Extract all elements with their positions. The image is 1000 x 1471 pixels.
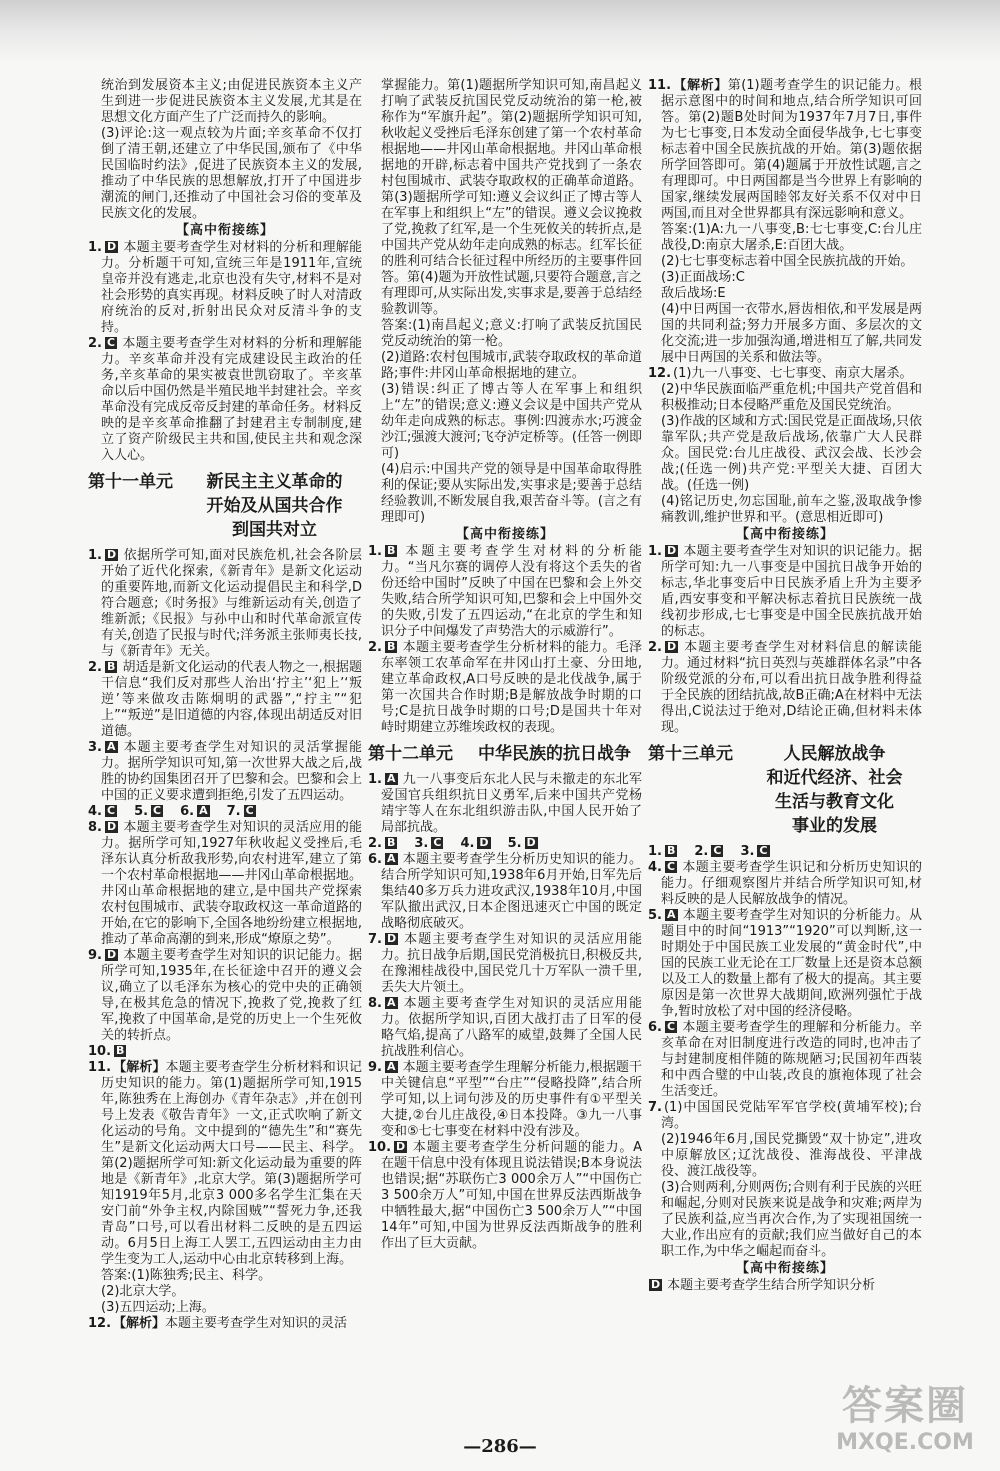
answer-pair <box>414 836 448 851</box>
item-number: 7. <box>226 804 241 819</box>
answer-item <box>648 544 922 640</box>
answer-choice: A <box>199 804 208 817</box>
item-number: 4. <box>460 836 475 851</box>
item-number: 1. <box>368 772 382 787</box>
paragraph: (2)道路:农村包围城市,武装夺取政权的革命道路;事件:井冈山革命根据地的建立。 <box>381 350 642 381</box>
unit-title-line: 中华民族的抗日战争 <box>478 744 631 764</box>
unit-label: 第十一单元 <box>88 472 173 492</box>
item-number: 3. <box>414 836 429 851</box>
unit-title-line: 人民解放战争 <box>783 744 886 764</box>
paragraph: 敌后战场:E <box>661 286 726 301</box>
item-text: 本题主要考查学生对知识的识记能力。据所学可知,1935年,在长征途中召开的遵义会议,确立了以毛泽东为核心的党中央的正确领导,在极其危急的情况下,挽救了党,挽救了红军,挽救了中国革命,是党的历史上一个生死攸关的转折点。 <box>101 948 362 1043</box>
answer-item <box>88 1060 362 1268</box>
answer-item <box>368 1140 642 1252</box>
answer-pair <box>368 836 402 851</box>
paragraph: (3)合则两利,分则两伤;合则有利于民族的兴旺和崛起,分则对民族来说是战争和灾难;两岸为了民族利益,应当再次合作,为了实现祖国统一大业,作出应有的贡献;我们应当做好自己的本职工作,为中华之崛起而奋斗。 <box>661 1180 922 1259</box>
answer-choice: D <box>666 544 677 557</box>
item-text: 本题主要考查学生对知识的灵活应用能力。抗日战争后期,国民党消极抗日,积极反共,在豫湘桂战役中,国民党几十万军队一溃千里,丢失大片领土。 <box>381 932 642 995</box>
answer-item <box>648 366 922 382</box>
analysis-tag: 【解析】 <box>113 1316 166 1331</box>
paragraph: (4)启示:中国共产党的领导是中国革命取得胜利的保证;要从实际出发,实事求是;要善于总结经验教训,不断发展自我,艰苦奋斗等。(言之有理即可) <box>381 462 642 525</box>
answer-item <box>368 852 642 932</box>
section-heading: 【高中衔接练】 <box>735 1261 834 1276</box>
item-number: 2. <box>88 336 102 351</box>
answer-item <box>368 1060 642 1140</box>
answer-pair <box>88 804 122 819</box>
answer-choice: A <box>386 996 396 1009</box>
answer-row <box>368 836 642 852</box>
answer-choice: A <box>386 1060 396 1073</box>
unit-title-line: 和近代经济、社会 <box>766 768 903 788</box>
item-number: 7. <box>648 1100 662 1115</box>
answer-choice: D <box>396 1140 406 1153</box>
item-number: 2. <box>88 660 102 675</box>
answer-choice: C <box>713 844 722 857</box>
answer-item <box>88 1316 362 1332</box>
answer-choice: C <box>759 844 768 857</box>
answer-choice: A <box>386 772 396 785</box>
answer-pair <box>508 836 543 851</box>
item-number: 5. <box>507 836 522 851</box>
section-heading: 【高中衔接练】 <box>455 527 554 542</box>
paragraph: 答案:(1)A:九一八事变,B:七七事变,C:台儿庄战役,D:南京大屠杀,E:百团大战。 <box>661 222 922 253</box>
paragraph: 统治到发展资本主义;由促进民族资本主义产生到进一步促进民族资本主义发展,尤其是在思想文化方面产生了广泛而持久的影响。 <box>101 78 362 125</box>
unit-name <box>467 742 642 766</box>
item-text: 依据所学可知,面对民族危机,社会各阶层开始了近代化探索,《新青年》是新文化运动的重要阵地,而新文化运动提倡民主和科学,D符合题意;《时务报》与维新运动有关,创造了维新派;《民报》与孙中山和时代革命派宣传有关,创造了民报与时代;洋务派主张师夷长技,与《新青年》无关。 <box>101 548 362 659</box>
analysis-tag: 【解析】 <box>673 78 728 93</box>
answer-row <box>648 844 922 860</box>
answer-item <box>648 908 922 1020</box>
text-column-middle <box>368 78 642 1423</box>
item-number: 3. <box>88 740 102 755</box>
answer-choice: D <box>106 548 117 561</box>
answer-item <box>88 740 362 804</box>
item-text: 第(1)题考查学生的识记能力。根据示意图中的时间和地点,结合所学知识可回答。第(2)题B处时间为1937年7月7日,事件为七七事变,日本发动全面侵华战争,七七事变标志着中国全民族抗战的开始。第(3)题依据所学回答即可。第(4)题属于开放性试题,言之有理即可。中日两国都是当今世界上有影响的国家,继续发展两国睦邻友好关系不仅对中日两国,而且对全世界都具有深远影响和意义。 <box>661 78 922 221</box>
answer-choice: C <box>666 1020 676 1033</box>
unit-title <box>88 470 362 542</box>
watermark-logo <box>815 1382 995 1456</box>
answer-choice: D <box>106 820 117 833</box>
answer-item <box>88 948 362 1044</box>
item-text: 本题主要考查学生分析问题的能力。A在题干信息中没有体现且说法错误;B本身说法也错误;据“苏联伤亡3 000余万人”“中国伤亡3 500余万人”可知,中国在世界反法西斯战争中牺牲最大,据“中国伤亡3 500余万人”“中国14年”可知,中国为世界反法西斯战争的胜利作出了巨大贡献。 <box>381 1140 642 1251</box>
item-number: 3. <box>740 844 755 859</box>
item-text: 本题主要考查学生对材料信息的解读能力。通过材料“抗日英烈与英雄群体名录”中各阶级党派的分布,可以看出抗日战争胜利得益于全民族的团结抗战,故B正确;A在材料中无法得出,C说法过于绝对,D结论正确,但材料未体现。 <box>661 640 922 735</box>
answer-choice: A <box>666 908 676 921</box>
paragraph: (4)铭记历史,勿忘国耻,前车之鉴,汲取战争惨痛教训,维护世界和平。(意思相近即可) <box>661 494 922 525</box>
item-text: 本题主要考查学生对知识的分析能力。从题目中的时间“1913”“1920”可以判断,这一时期处于中国民族工业发展的“黄金时代”,中国的民族工业无论在工厂数量上还是资本总额以及工人的数量上都有了极大的提高。其主要原因是第一次世界大战期间,欧洲列强忙于战争,暂时放松了对中国的经济侵略。 <box>661 908 922 1019</box>
unit-title-line: 新民主主义革命的 <box>206 472 343 492</box>
item-number: 10. <box>88 1044 112 1059</box>
answer-item <box>648 1020 922 1100</box>
unit-title-line: 到国共对立 <box>232 520 317 540</box>
answer-item <box>368 932 642 996</box>
item-text: 本题主要考查学生对材料的分析能力。“当凡尔赛的调停人没有将这个丢失的省份还给中国时”反映了中国在巴黎和会上外交失败,结合所学知识可知,巴黎和会上中国外交的失败,引发了五四运动,“在北京的学生和知识分子中间爆发了声势浩大的示威游行”。 <box>381 544 642 639</box>
item-text: 本题主要考查学生对知识的灵活掌握能力。据所学知识可知,第一次世界大战之后,战胜的协约国集团召开了巴黎和会。巴黎和会上中国的正义要求遭到拒绝,引发了五四运动。 <box>101 740 362 803</box>
item-text: 本题主要考查学生分析材料和识记历史知识的能力。第(1)题据所学可知,1915年,陈独秀在上海创办《青年杂志》,并在创刊号上发表《敬告青年》一文,正式吹响了新文化运动的号角。文中提到的“德先生”和“赛先生”是新文化运动两大口号——民主、科学。第(2)题据所学可知:新文化运动最为重要的阵地是《新青年》,北京大学。第(3)题据所学可知1919年5月,北京3 000多名学生汇集在天安门前“外争主权,内除国贼”“誓死力争,还我青岛”口号,可以看出材料二反映的是五四运动。6月5日上海工人罢工,五四运动由主力由学生变为工人,运动中心由北京转移到上海。 <box>101 1060 362 1267</box>
answer-item <box>88 820 362 948</box>
answer-choice: D <box>526 836 536 849</box>
item-text: 本题主要考查学生理解分析能力,根据题干中关键信息“平型”“台庄”“侵略投降”,结合所学可知,以上词句涉及的历史事件有①平型关大捷,②台儿庄战役,④日本投降。③九一八事变和⑤七七事变在材料中没有涉及。 <box>381 1060 642 1139</box>
paragraph: (3)评论:这一观点较为片面;辛亥革命不仅打倒了清王朝,还建立了中华民国,颁布了《中华民国临时约法》,促进了民族资本主义的发展,推动了中华民族的思想解放,打开了中国进步潮流的闸门,还推动了中国社会习俗的变革及民族文化的发展。 <box>101 126 362 221</box>
item-number: 8. <box>368 996 382 1011</box>
item-number: 5. <box>134 804 149 819</box>
text-column-left <box>88 78 362 1423</box>
item-text: (1)九一八事变、七七事变、南京大屠杀。 <box>673 366 913 381</box>
unit-name <box>747 742 922 838</box>
answer-choice: B <box>666 844 676 857</box>
unit-label: 第十三单元 <box>648 744 733 764</box>
unit-name <box>187 470 362 542</box>
answer-item <box>88 548 362 660</box>
item-text: 本题主要考查学生对知识的灵活应用的能力。据所学可知,1927年秋收起义受挫后,毛泽东认真分析敌我形势,向农村进军,建立了第一个农村革命根据地——井冈山革命根据地。井冈山革命根据地的建立,是中国共产党探索农村包围城市、武装夺取政权这一革命道路的开始,在它的影响下,全国各地纷纷建立根据地,推动了革命高潮的到来,形成“燎原之势”。 <box>101 820 362 947</box>
answer-item <box>368 996 642 1060</box>
unit-title <box>648 742 922 838</box>
answer-choice: C <box>106 336 116 349</box>
answer-choice: C <box>245 804 254 817</box>
answer-choice: D <box>106 948 117 961</box>
answer-item <box>368 772 642 836</box>
answer-choice: C <box>106 804 116 817</box>
answer-item <box>88 660 362 740</box>
item-number: 12. <box>88 1316 112 1331</box>
item-number: 9. <box>88 948 102 963</box>
analysis-tag: 【解析】 <box>113 1060 166 1075</box>
item-number: 8. <box>88 820 102 835</box>
answer-pair <box>227 804 261 819</box>
answer-choice: C <box>666 860 676 873</box>
paragraph: (3)作战的区域和方式:国民党是正面战场,只依靠军队;共产党是敌后战场,依靠广大人民群众。国民党:台儿庄战役、武汉会战、长沙会战;(任选一例)共产党:平型关大捷、百团大战。(任选一例) <box>661 414 922 493</box>
item-text: 本题主要考查学生分析历史知识的能力。结合所学知识可知,1938年6月开始,日军先后集结40多万兵力进攻武汉,1938年10月,中国军队撤出武汉,日本企图迅速灭亡中国的既定战略彻底破灭。 <box>381 852 642 931</box>
answer-item <box>88 240 362 336</box>
paragraph: (2)七七事变标志着中国全民族抗战的开始。 <box>661 254 914 269</box>
paragraph: 答案:(1)陈独秀;民主、科学。 <box>101 1268 272 1283</box>
unit-title-line: 生活与教育文化 <box>775 792 894 812</box>
item-text: 本题主要考查学生对知识的灵活应用能力。依据所学知识,百团大战打击了日军的侵略气焰,提高了八路军的威望,鼓舞了全国人民抗战胜利信心。 <box>381 996 642 1059</box>
item-number: 2. <box>648 640 662 655</box>
item-text: 本题主要考查学生结合所学知识分析 <box>667 1278 876 1293</box>
unit-title <box>368 742 642 766</box>
item-text: 胡适是新文化运动的代表人物之一,根据题干信息“我们反对那些人治出‘拧主’‘犯上’‘叛逆’等来做攻击陈炯明的武器”,“拧主”“犯上”“叛逆”是旧道德的内容,体现出胡适反对旧道德。 <box>101 660 362 739</box>
answer-item <box>368 640 642 736</box>
answer-choice: D <box>106 240 117 253</box>
answer-item <box>88 1044 362 1060</box>
answer-pair <box>180 804 215 819</box>
answer-pair <box>648 844 682 859</box>
item-number: 4. <box>88 804 102 819</box>
item-text: 本题主要考查学生对材料的分析和理解能力。辛亥革命并没有完成建设民主政治的任务,辛亥革命的果实被袁世凯窃取了。辛亥革命以后中国仍然是半殖民地半封建社会。辛亥革命没有完成反帝反封建的革命任务。材料反映的是辛亥革命推翻了封建君主专制制度,建立了资产阶级民主共和国,使民主共和观念深入人心。 <box>101 336 362 463</box>
item-number: 11. <box>88 1060 112 1075</box>
paragraph: (2)中华民族面临严重危机;中国共产党首倡和积极推动;日本侵略严重危及国民党统治。 <box>661 382 922 413</box>
item-text: 本题主要考查学生的理解和分析能力。辛亥革命在对旧制度进行改造的同时,也冲击了与封建制度相伴随的陈规陋习;民国初年西装和中西合璧的中山装,改良的旗袍体现了社会生活变迁。 <box>661 1020 922 1099</box>
item-number: 2. <box>368 640 382 655</box>
answer-choice: D <box>666 640 677 653</box>
item-number: 4. <box>648 860 662 875</box>
item-number: 11. <box>648 78 672 93</box>
unit-label: 第十二单元 <box>368 744 453 764</box>
answer-choice: A <box>106 740 116 753</box>
answer-item <box>88 336 362 464</box>
answer-choice: D <box>479 836 489 849</box>
item-number: 1. <box>648 844 662 859</box>
answer-item <box>648 1278 922 1294</box>
unit-title-line: 事业的发展 <box>792 816 877 836</box>
answer-pair <box>740 844 774 859</box>
item-number: 6. <box>180 804 195 819</box>
page-number: —286— <box>463 1436 537 1457</box>
item-number: 9. <box>368 1060 382 1075</box>
item-number: 1. <box>648 544 662 559</box>
answer-choice: B <box>116 1044 125 1057</box>
item-text: 本题主要考查学生对知识的识记能力。据所学可知:九一八事变是中国抗日战争开始的标志,华北事变后中日民族矛盾上升为主要矛盾,西安事变和平解决标志着抗日民族统一战线初步形成,七七事变是中国全民族抗战开始的标志。 <box>661 544 922 639</box>
scan-edge-shading <box>0 0 1000 62</box>
item-text: 九一八事变后东北人民与未撤走的东北军爱国官兵组织抗日义勇军,后来中国共产党杨靖宇等人在东北组织游击队,中国人民开始了局部抗战。 <box>381 772 642 835</box>
answer-row <box>88 804 362 820</box>
paragraph: (4)中日两国一衣带水,唇齿相依,和平发展是两国的共同利益;努力开展多方面、多层次的文化交流;进一步加强沟通,增进相互了解,共同发展中日两国的关系和做法等。 <box>661 302 922 365</box>
answer-choice: B <box>386 544 396 557</box>
item-number: 10. <box>368 1140 392 1155</box>
answer-pair <box>134 804 168 819</box>
item-number: 6. <box>648 1020 662 1035</box>
paragraph: (3)五四运动;上海。 <box>101 1300 215 1315</box>
answer-choice: B <box>106 660 116 673</box>
item-text: (1)中国国民党陆军军官学校(黄埔军校);台湾。 <box>661 1100 922 1131</box>
section-heading: 【高中衔接练】 <box>175 223 274 238</box>
paragraph: (2)北京大学。 <box>101 1284 185 1299</box>
paragraph: 掌握能力。第(1)题据所学知识可知,南昌起义打响了武装反抗国民党反动统治的第一枪,被称作为“军旗升起”。第(2)题据所学知识可知,秋收起义受挫后毛泽东创建了第一个农村革命根据地——井冈山革命根据地。井冈山革命根据地的开辟,标志着中国共产党找到了一条农村包围城市、武装夺取政权的正确革命道路。第(3)题据所学可知:遵义会议纠正了博古等人在军事上和组织上“左”的错误。遵义会议挽救了党,挽救了红军,是一个生死攸关的转折点,是中国共产党从幼年走向成熟的标志。红军长征的胜利可结合长征过程中所经历的主要事件回答。第(4)题为开放性试题,只要符合题意,言之有理即可,从实际出发,实事求是,要善于总结经验教训等。 <box>381 78 642 317</box>
item-number: 2. <box>368 836 382 851</box>
answer-choice: B <box>386 836 396 849</box>
answer-pair <box>694 844 728 859</box>
paragraph: (2)1946年6月,国民党撕毁“双十协定”,进攻中原解放区;辽沈战役、淮海战役、平津战役、渡江战役等。 <box>661 1132 922 1179</box>
answer-pair <box>460 836 495 851</box>
item-number: 6. <box>368 852 382 867</box>
answer-choice: A <box>386 852 396 865</box>
item-text: 本题主要考查学生分析材料的能力。毛泽东率领工农革命军在井冈山打土豪、分田地,建立革命政权,A口号反映的是北伐战争,属于第一次国共合作时期;B是解放战争时期的口号;C是抗日战争时期的口号;D是国共十年对峙时期建立苏维埃政权的表现。 <box>381 640 642 735</box>
item-text: 本题主要考查学生对材料的分析和理解能力。分析题干可知,宣统三年是1911年,宣统皇帝并没有逃走,北京也没有失守,材料不是对社会形势的真实再现。材料反映了时人对清政府统治的反对,折射出民众对反清斗争的支持。 <box>101 240 362 335</box>
answer-item <box>648 78 922 222</box>
answer-item <box>368 544 642 640</box>
paragraph: (3)正面战场:C <box>661 270 745 285</box>
item-number: 12. <box>648 366 672 381</box>
watermark-site: MXQE.COM <box>836 1430 974 1455</box>
item-number: 1. <box>368 544 382 559</box>
answer-choice: D <box>386 932 397 945</box>
answer-item <box>648 640 922 736</box>
item-number: 7. <box>368 932 382 947</box>
answer-choice: B <box>386 640 396 653</box>
unit-title-line: 开始及从国共合作 <box>206 496 343 516</box>
item-number: 1. <box>88 548 102 563</box>
answer-choice: C <box>433 836 442 849</box>
item-text: 本题主要考查学生识记和分析历史知识的能力。仔细观察图片并结合所学知识可知,材料反映的是人民解放战争的情况。 <box>661 860 922 907</box>
item-number: 2. <box>694 844 709 859</box>
paragraph: (3)错误:纠正了博古等人在军事上和组织上“左”的错误;意义:遵义会议是中国共产党从幼年走向成熟的标志。事例:四渡赤水;巧渡金沙江;强渡大渡河;飞夺泸定桥等。(任答一例即可) <box>381 382 642 461</box>
answer-choice: D <box>651 1278 661 1291</box>
watermark-logo-text: 答案圈 <box>842 1383 968 1429</box>
text-column-right <box>648 78 922 1423</box>
answer-choice: C <box>153 804 162 817</box>
answer-item <box>648 1100 922 1132</box>
paragraph: 答案:(1)南昌起义;意义:打响了武装反抗国民党反动统治的第一枪。 <box>381 318 642 349</box>
section-heading: 【高中衔接练】 <box>735 527 834 542</box>
item-text: 本题主要考查学生对知识的灵活 <box>165 1316 348 1331</box>
item-number: 5. <box>648 908 662 923</box>
answer-item <box>648 860 922 908</box>
item-number: 1. <box>88 240 102 255</box>
